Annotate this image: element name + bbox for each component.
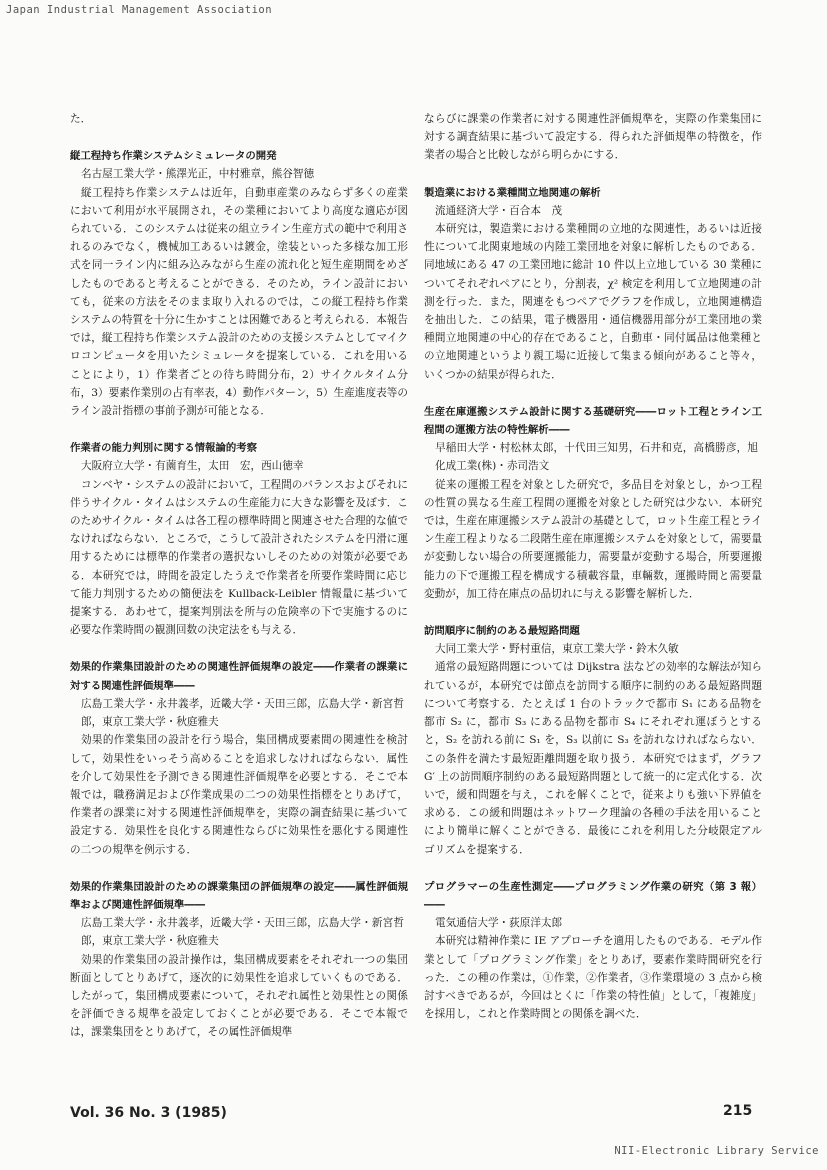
- article-authors: 電気通信大学・荻原洋太郎: [435, 917, 563, 930]
- article-title: 効果的作業集団設計のための課業集団の評価規準の設定――属性評価規準および関連性評価規準――: [70, 880, 408, 911]
- article-body: 本研究は，製造業における業種間の立地的な関連性，あるいは近接性について北関東地域の内陸工業団地を対象に解析したものである．同地域にある 47 の工業団地に総計 10 件以上立地している 30 業種についてそれぞれペアにとり，分割表，χ² 検定を利用して立地関連の計測を行った．また，関連をもつペアでグラフを作成し，立地関連構造を抽出した．この結果，電子機器用・通信機器用部分が工業団地の業種間立地関連の中心的存在であること，自動車・同付属品は他業種との立地関連というより親工場に近接して集まる傾向があること等々，いくつかの結果が得られた．: [424, 223, 762, 381]
- article-abstract: [70, 439, 408, 639]
- article-body: 本研究は精神作業に IE アプローチを適用したものである．モデル作業として「プログラミング作業」をとりあげ，要素作業時間研究を行った．この種の作業は，①作業，②作業者，③作業環境の 3 点から検討すべきであるが，今回はとくに「作業の特性値」として，「複雑度」を採用し，これと作業時間との関係を調べた．: [424, 935, 762, 1021]
- article-title: 生産在庫運搬システム設計に関する基礎研究――ロット工程とライン工程間の運搬方法の特性解析――: [424, 405, 762, 437]
- article-title: 効果的作業集団設計のための関連性評価規準の設定――作業者の課業に対する関連性評価規準――: [70, 661, 408, 692]
- article-authors: 広島工業大学・永井義孝，近畿大学・天田三郎，広島大学・新宮哲郎，東京工業大学・秋庭雅夫: [81, 917, 404, 948]
- article-abstract: [424, 184, 762, 384]
- article-authors: 流通経済大学・百合本 茂: [435, 204, 563, 217]
- page-number: 215: [723, 1103, 753, 1119]
- article-title: 製造業における業種間立地関連の解析: [424, 186, 601, 199]
- article-authors: 大阪府立大学・有薗育生，太田 宏，西山徳幸: [81, 460, 304, 473]
- article-authors: 広島工業大学・永井義孝，近畿大学・天田三郎，広島大学・新宮哲郎，東京工業大学・秋庭雅夫: [81, 697, 404, 729]
- article-abstract: [424, 622, 762, 859]
- article-body: 効果的作業集団の設計操作は，集団構成要素をそれぞれ一つの集団断面としてとりあげて，逐次的に効果性を追求していくものである．したがって，集団構成要素について，それぞれ属性と効果性との関係を評価できる規準を設定しておくことが必要である．そこで本報では，課業集団をとりあげて，その属性評価規準: [70, 953, 408, 1039]
- header-organization: Japan Industrial Management Association: [6, 4, 273, 16]
- article-abstract: [424, 878, 762, 1024]
- article-abstract: [424, 403, 762, 603]
- article-authors: 早稲田大学・村松林太郎，十代田三知男，石井和克，高橋勝彦，旭化成工業(株)・赤司浩文: [435, 442, 758, 473]
- article-body: 縦工程持ち作業システムは近年，自動車産業のみならず多くの産業において利用が水平展開され，その業種においてより高度な適応が図られている．このシステムは従来の組立ライン生産方式の範中で利用されるのみでなく，機械加工あるいは鍍金，塗装といった多様な加工形式を同一ライン内に組み込みながら生産の流れ化と短生産期間をめざしたものであると考えることができる．そのため，ライン設計においても，従来の方法をそのまま取り入れるのでは，この縦工程持ち作業システムの特質を十分に生かすことは困難であると考えられる．本報告では，縦工程持ち作業システム設計のための支援システムとしてマイクロコンピュータを用いたシミュレータを提案している．これを用いることにより，1）作業者ごとの待ち時間分布，2）サイクルタイム分布，3）要素作業別の占有率表，4）動作パターン，5）生産進度表等のライン設計指標の事前予測が可能となる．: [70, 186, 408, 418]
- article-body: 通常の最短路問題については Dijkstra 法などの効率的な解法が知られているが，本研究では節点を訪問する順序に制約のある最短路問題について考察する．たとえば 1 台のトラックで都市 S₁ にある品物を都市 S₂ に，都市 S₃ にある品物を都市 S₄ にそれぞれ運ぼうとすると，S₂ を訪れる前に S₁ を，S₃ 以前に S₃ を訪れなければならない．この条件を満たす最短距離問題を取り扱う．本研究ではまず，グラフ G′ 上の訪問順序制約のある最短路問題として統一的に定式化する．次いで，緩和問題を与え，これを解くことで，従来よりも強い下界値を求める．この緩和問題はネットワーク理論の各種の手法を用いることにより簡単に解くことができる．最後にこれを利用した分岐限定アルゴリズムを提案する．: [424, 661, 762, 856]
- continuation-text: ならびに課業の作業者に対する関連性評価規準を，実際の作業集団に対する調査結果に基づいて設定する．得られた評価規準の特徴を，作業者の場合と比較しながら明らかにする．: [424, 113, 762, 162]
- article-title: 縦工程持ち作業システムシミュレータの開発: [70, 150, 277, 163]
- article-abstract: [70, 878, 408, 1042]
- left-column: [70, 110, 408, 1042]
- article-abstract: [70, 147, 408, 420]
- article-body: 効果的作業集団の設計を行う場合，集団構成要素間の関連性を検討して，効果性をいっそう高めることを追求しなければならない．属性を介して効果性を予測できる関連性評価規準を必要とする．そこで本報では，職務満足および作業成果の二つの効果性指標をとりあげて，作業者の課業に対する関連性評価規準を，実際の調査結果に基づいて設定する．効果性を良化する関連性ならびに効果性を悪化する関連性の二つの規準を例示する．: [70, 734, 408, 856]
- article-abstract: [70, 658, 408, 858]
- footer-service: NII-Electronic Library Service: [614, 1145, 819, 1157]
- continuation-text: た．: [70, 113, 92, 125]
- article-authors: 大同工業大学・野村重信，東京工業大学・鈴木久敏: [435, 643, 679, 656]
- journal-volume: Vol. 36 No. 3 (1985): [70, 1105, 227, 1121]
- article-body: 従来の運搬工程を対象とした研究で，多品目を対象とし，かつ工程の性質の異なる生産工程間の運搬を対象とした研究は少ない．本研究では，生産在庫運搬システム設計の基礎として，ロット生産工程とライン生産工程よりなる二段階生産在庫運搬システムを対象として，需要量が変動しない場合の所要運搬能力，需要量が変動する場合，所要運搬能力の下で運搬工程を構成する積載容量，車輛数，運搬時間と需要量変動が，加工待在庫点の品切れに与える影響を解析した．: [424, 478, 762, 600]
- article-body: コンベヤ・システムの設計において，工程間のバランスおよびそれに伴うサイクル・タイムはシステムの生産能力に大きな影響を及ぼす．このためサイクル・タイムは各工程の標準時間と関連させた合理的な値でなければならない．ところで，こうして設計されたシステムを円滑に運用するためには標準的作業者の選択ないしそのための対策が必要である．本研究では，時間を設定したうえで作業者を所要作業時間に応じて能力判別するための簡便法を Kullback-Leibler 情報量に基づいて提案する．あわせて，提案判別法を所与の危険率の下で実施するのに必要な作業時間の観測回数の決定法をも与える．: [70, 478, 408, 637]
- article-authors: 名古屋工業大学・熊澤光正，中村雅章，熊谷智徳: [81, 168, 315, 181]
- article-title: 訪問順序に制約のある最短路問題: [424, 625, 580, 638]
- article-title: 作業者の能力判別に関する情報論的考察: [70, 442, 258, 455]
- right-column: [424, 110, 762, 1023]
- article-title: プログラマーの生産性測定――プログラミング作業の研究（第 3 報）――: [424, 880, 762, 911]
